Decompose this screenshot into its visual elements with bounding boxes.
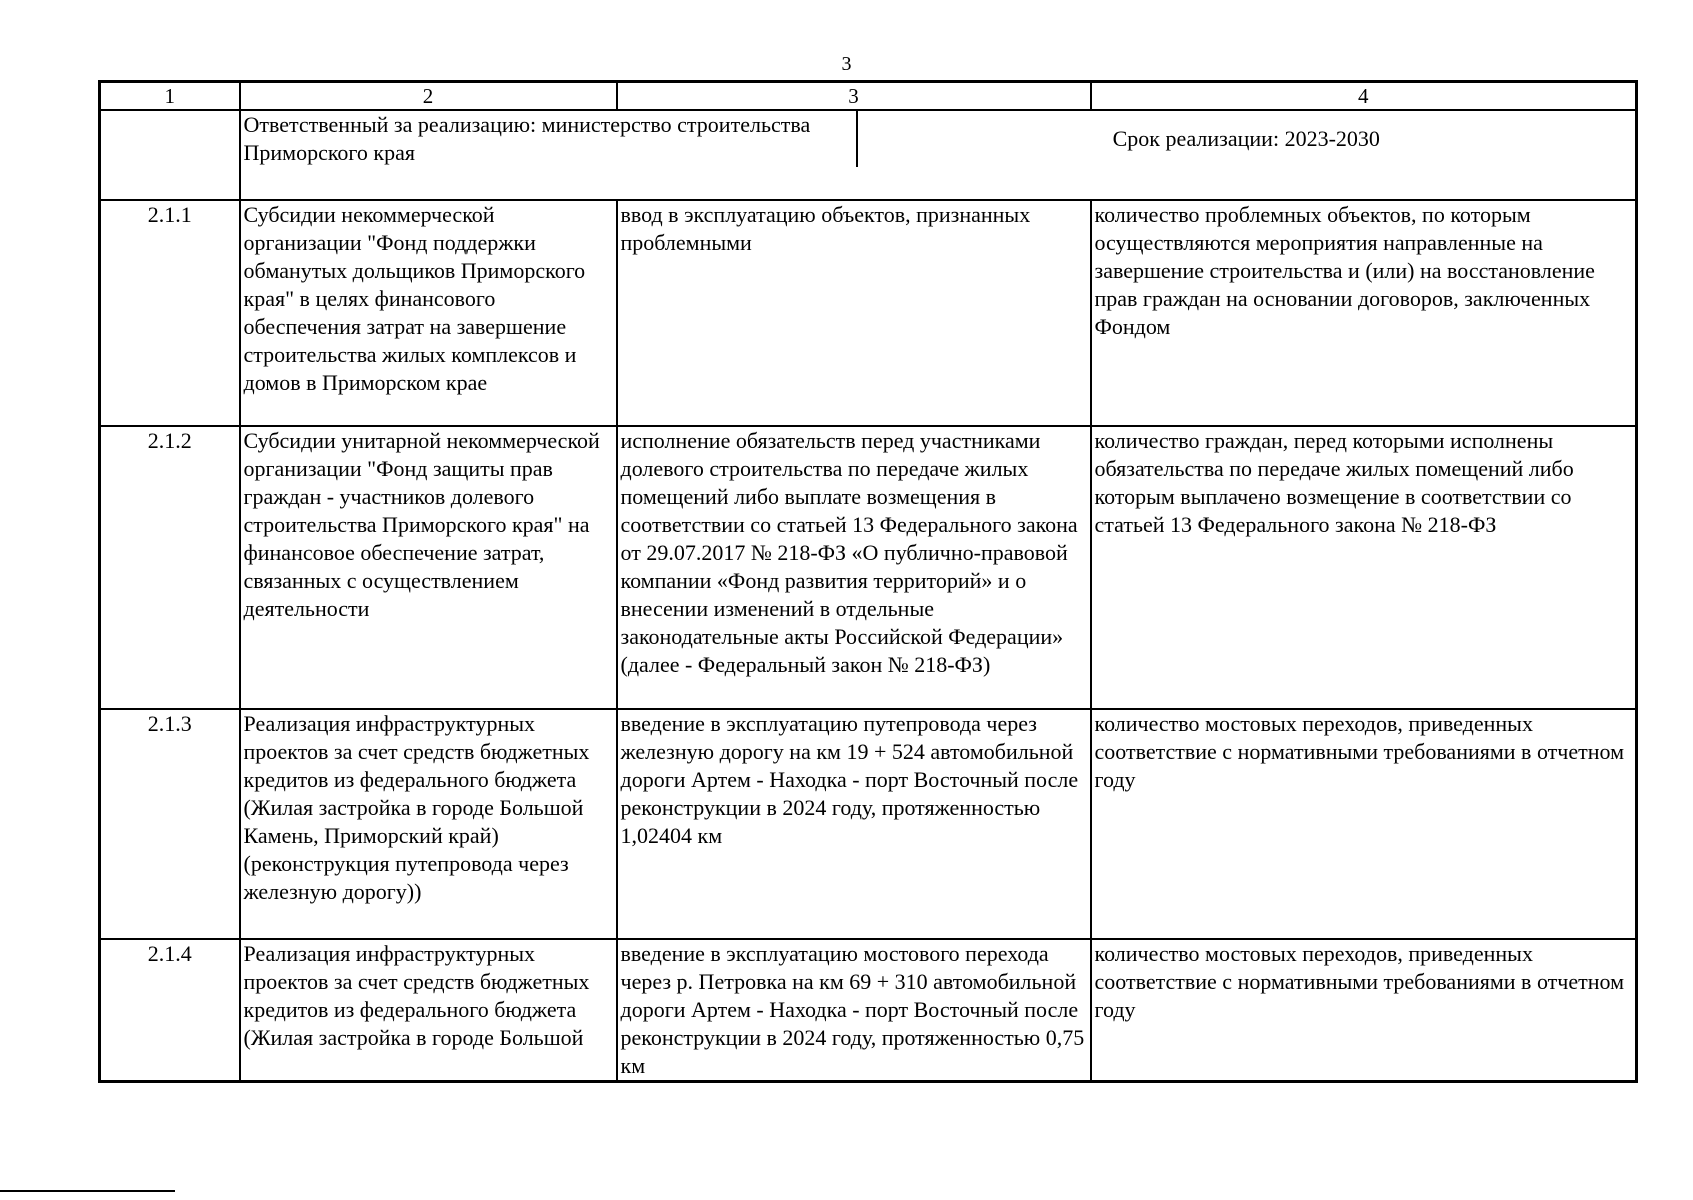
header-col-2: 2 [240,82,617,111]
result-cell: введение в эксплуатацию путепровода через железную дорогу на км 19 + 524 автомобильной дороги Артем - Находка - порт Восточный после реконструкции в 2024 году, протяженностью 1,02404 км [617,709,1091,939]
responsible-empty-cell [100,110,240,200]
result-cell: ввод в эксплуатацию объектов, признанных проблемными [617,200,1091,426]
measure-cell: Субсидии унитарной некоммерческой организации "Фонд защиты прав граждан - участников долевого строительства Приморского края" на финансовое обеспечение затрат, связанных с осуществлением деятельности [240,426,617,709]
result-cell: исполнение обязательств перед участниками долевого строительства по передаче жилых помещений либо выплате возмещения в соответствии со статьей 13 Федерального закона от 29.07.2017 № 218-ФЗ «О публично-правовой компании «Фонд развития территорий» и о внесении изменений в отдельные законодательные акты Российской Федерации» (далее - Федеральный закон № 218-ФЗ) [617,426,1091,709]
result-cell: введение в эксплуатацию мостового перехода через р. Петровка на км 69 + 310 автомобильной дороги Артем - Находка - порт Восточный после реконструкции в 2024 году, протяженностью 0,75 км [617,939,1091,1082]
header-row [100,82,1637,111]
page-number: 3 [841,53,852,75]
responsible-row [100,110,1637,200]
table-row [100,426,1637,709]
row-number: 2.1.2 [100,426,240,709]
term-text: Срок реализации: 2023-2030 [1112,126,1380,151]
measure-cell: Субсидии некоммерческой организации "Фонд поддержки обманутых дольщиков Приморского края" в целях финансового обеспечения затрат на завершение строительства жилых комплексов и домов в Приморском крае [240,200,617,426]
indicator-cell: количество мостовых переходов, приведенных соответствие с нормативными требованиями в отчетном году [1091,939,1637,1082]
row-number: 2.1.4 [100,939,240,1082]
responsible-cell [240,110,1637,200]
header-col-4: 4 [1091,82,1637,111]
footnote-line [0,1190,175,1192]
header-col-1: 1 [100,82,240,111]
row-number: 2.1.3 [100,709,240,939]
measures-table [98,80,1638,1083]
table-row [100,709,1637,939]
table-row [100,939,1637,1082]
indicator-cell: количество проблемных объектов, по которым осуществляются мероприятия направленные на завершение строительства и (или) на восстановление прав граждан на основании договоров, заключенных Фондом [1091,200,1637,426]
row-number: 2.1.1 [100,200,240,426]
indicator-cell: количество мостовых переходов, приведенных соответствие с нормативными требованиями в отчетном году [1091,709,1637,939]
measure-cell: Реализация инфраструктурных проектов за счет средств бюджетных кредитов из федерального бюджета (Жилая застройка в городе Большой Камень, Приморский край) (реконструкция путепровода через железную дорогу)) [240,709,617,939]
header-col-3: 3 [617,82,1091,111]
table-row [100,200,1637,426]
responsible-text: Ответственный за реализацию: министерство строительства Приморского края [241,111,858,167]
measure-cell: Реализация инфраструктурных проектов за счет средств бюджетных кредитов из федерального бюджета (Жилая застройка в городе Большой [240,939,617,1082]
indicator-cell: количество граждан, перед которыми исполнены обязательства по передаче жилых помещений либо которым выплачено возмещение в соответствии со статьей 13 Федерального закона № 218-ФЗ [1091,426,1637,709]
